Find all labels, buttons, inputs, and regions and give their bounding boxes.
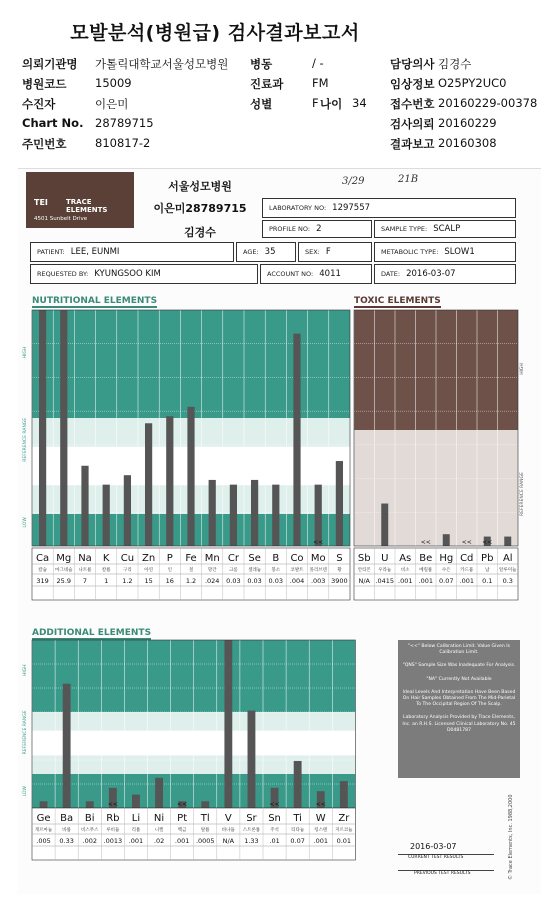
below-limit-marker: << bbox=[461, 539, 472, 546]
zone-label: HIGH bbox=[23, 346, 28, 359]
element-korean-name: 리튬 bbox=[131, 828, 141, 833]
bar-al bbox=[504, 537, 511, 546]
element-value: .02 bbox=[153, 837, 165, 845]
label: AGE: bbox=[243, 248, 259, 256]
bar-zn bbox=[145, 423, 152, 546]
legend-panel bbox=[398, 640, 520, 778]
element-korean-name: 인 bbox=[167, 568, 172, 573]
current-results-label: CURRENT TEST RESULTS bbox=[408, 855, 464, 860]
info-value: FM bbox=[312, 76, 329, 90]
label: SAMPLE TYPE: bbox=[381, 225, 428, 233]
element-symbol: Pt bbox=[177, 813, 188, 824]
element-symbol: Na bbox=[78, 553, 92, 564]
element-korean-name: 황 bbox=[337, 568, 342, 573]
info-label: 의뢰기관명 bbox=[22, 57, 78, 71]
element-korean-name: 카드뮴 bbox=[460, 568, 474, 573]
label: PATIENT: bbox=[37, 248, 65, 256]
element-korean-name: 바나듐 bbox=[221, 828, 235, 833]
element-korean-name: 마그네슘 bbox=[55, 568, 73, 573]
element-korean-name: 비스무스 bbox=[81, 828, 99, 833]
value: KYUNGSOO KIM bbox=[94, 269, 161, 279]
element-symbol: Zn bbox=[141, 553, 156, 564]
value: 2 bbox=[316, 224, 322, 234]
lab-address: 4501 Sunbelt Drive bbox=[34, 216, 88, 222]
bar-v bbox=[224, 640, 232, 808]
label: SEX: bbox=[305, 248, 320, 256]
element-korean-name: 아연 bbox=[144, 568, 153, 573]
element-value: 25.9 bbox=[56, 577, 72, 585]
element-symbol: P bbox=[166, 553, 173, 564]
bar-hg bbox=[443, 534, 450, 546]
info-value: 28789715 bbox=[95, 116, 154, 130]
element-symbol: Ba bbox=[60, 813, 74, 824]
element-korean-name: 백금 bbox=[177, 828, 187, 833]
bar-p bbox=[166, 416, 173, 546]
info-label: Chart No. bbox=[22, 116, 84, 130]
element-symbol: As bbox=[399, 553, 412, 564]
nutritional-title: NUTRITIONAL ELEMENTS bbox=[32, 296, 158, 306]
element-value: 1 bbox=[104, 577, 109, 585]
element-value: 0.07 bbox=[290, 837, 305, 845]
element-korean-name: 지르코늄 bbox=[335, 828, 353, 833]
zone-label: LOW bbox=[23, 517, 28, 528]
element-value: 0.3 bbox=[502, 577, 513, 585]
bar-mg bbox=[60, 310, 67, 546]
element-symbol: Mo bbox=[310, 553, 326, 564]
bar-zr bbox=[340, 781, 348, 808]
bar-na bbox=[81, 466, 88, 546]
info-label: 병동 bbox=[250, 57, 273, 71]
label: LABORATORY NO: bbox=[269, 204, 327, 212]
element-korean-name: 베릴륨 bbox=[419, 568, 433, 573]
below-limit-marker: << bbox=[269, 801, 280, 808]
label: DATE: bbox=[381, 270, 401, 278]
element-value: .001 bbox=[418, 577, 433, 585]
handwritten-patient: 이은미28789715 bbox=[153, 202, 247, 215]
bar-b bbox=[272, 485, 279, 546]
element-symbol: Sr bbox=[246, 813, 257, 824]
element-value: 0.03 bbox=[226, 577, 241, 585]
info-label: 접수번호 bbox=[390, 97, 435, 111]
bar-tl bbox=[201, 801, 209, 808]
below-limit-marker: << bbox=[482, 539, 493, 546]
zone-label: REFERENCE RANGE bbox=[23, 710, 28, 755]
label: PROFILE NO: bbox=[269, 225, 311, 233]
element-value: 3900 bbox=[331, 577, 348, 585]
element-korean-name: 몰리브덴 bbox=[309, 568, 327, 573]
element-value: 0.1 bbox=[482, 577, 493, 585]
element-symbol: Ni bbox=[153, 813, 165, 824]
element-symbol: Tl bbox=[200, 813, 210, 824]
element-value: 16 bbox=[165, 577, 174, 585]
below-limit-marker: << bbox=[177, 801, 188, 808]
element-value: 0.03 bbox=[247, 577, 262, 585]
below-limit-marker: << bbox=[420, 539, 431, 546]
element-value: .003 bbox=[310, 577, 326, 585]
info-value: / - bbox=[312, 56, 324, 70]
bar-fe bbox=[187, 407, 194, 546]
info-label: 병원코드 bbox=[22, 77, 67, 91]
element-symbol: Al bbox=[502, 553, 513, 564]
element-symbol: U bbox=[381, 553, 389, 564]
element-value: 15 bbox=[144, 577, 153, 585]
legend-note-qns: "QNS" Sample Size Was Inadequate For Analysis. bbox=[402, 663, 516, 669]
element-korean-name: 코발트 bbox=[290, 568, 304, 573]
element-symbol: Pb bbox=[481, 553, 494, 564]
bar-co bbox=[293, 334, 300, 546]
element-value: .01 bbox=[269, 837, 280, 845]
label: REQUESTED BY: bbox=[37, 270, 89, 278]
zone-label: REFERENCE RANGE bbox=[23, 417, 28, 462]
element-korean-name: 스트론튬 bbox=[242, 828, 261, 833]
info-label: 담당의사 bbox=[390, 57, 435, 71]
element-value: .001 bbox=[174, 837, 190, 845]
element-korean-name: 붕소 bbox=[271, 568, 281, 573]
element-value: .0005 bbox=[195, 837, 215, 845]
info-value: 가톨릭대학교서울성모병원 bbox=[95, 57, 229, 71]
info-label: 진료과 bbox=[250, 77, 284, 91]
element-value: .004 bbox=[289, 577, 305, 585]
element-korean-name: 나트륨 bbox=[78, 568, 92, 573]
below-limit-marker: << bbox=[313, 539, 324, 546]
element-symbol: Li bbox=[131, 813, 141, 824]
value: F bbox=[325, 247, 331, 257]
zone-label: LOW bbox=[23, 786, 28, 797]
bar-mn bbox=[209, 480, 216, 546]
scribble-code: 21B bbox=[398, 174, 419, 185]
element-korean-name: 칼슘 bbox=[38, 568, 47, 573]
zone-label: HIGH bbox=[520, 363, 525, 375]
element-symbol: Bi bbox=[84, 813, 95, 824]
value: LEE, EUNMI bbox=[70, 247, 120, 257]
element-symbol: W bbox=[315, 813, 326, 824]
element-korean-name: 루비듐 bbox=[106, 828, 120, 833]
element-korean-name: 주석 bbox=[270, 828, 279, 833]
element-value: 319 bbox=[36, 577, 49, 585]
element-korean-name: 안티몬 bbox=[357, 568, 371, 573]
value: 35 bbox=[264, 247, 276, 257]
legend-note-na: "NA" Currently Not Available bbox=[426, 676, 492, 682]
bar-se bbox=[251, 480, 258, 546]
handwritten-doctor: 김경수 bbox=[184, 226, 216, 239]
below-limit-marker: << bbox=[107, 801, 118, 808]
info-value: 20160229-00378 bbox=[438, 96, 538, 110]
element-korean-name: 바륨 bbox=[62, 828, 72, 833]
element-symbol: Se bbox=[248, 553, 261, 564]
info-value: 810817-2 bbox=[95, 136, 151, 150]
info-label: 주민번호 bbox=[22, 137, 67, 151]
element-symbol: B bbox=[272, 553, 280, 564]
element-symbol: Zr bbox=[338, 813, 350, 824]
info-value: 15009 bbox=[95, 76, 132, 90]
bar-u bbox=[381, 504, 388, 546]
element-korean-name: 납 bbox=[485, 568, 490, 573]
info-value: 34 bbox=[352, 96, 367, 110]
element-value: .001 bbox=[313, 837, 328, 845]
bar-sr bbox=[248, 711, 256, 808]
element-value: .024 bbox=[204, 577, 220, 585]
element-korean-name: 텅스텐 bbox=[314, 828, 328, 833]
element-value: 0.01 bbox=[336, 837, 352, 845]
element-korean-name: 비소 bbox=[400, 568, 410, 573]
label: ACCOUNT NO: bbox=[267, 270, 314, 278]
additional-title: ADDITIONAL ELEMENTS bbox=[32, 628, 152, 638]
value: SCALP bbox=[433, 224, 461, 234]
element-value: .001 bbox=[398, 577, 413, 585]
element-value: 7 bbox=[82, 577, 88, 585]
bar-s bbox=[336, 461, 343, 546]
element-value: 1.33 bbox=[244, 837, 259, 845]
element-value: 1.2 bbox=[185, 577, 197, 585]
previous-results-label: PREVIOUS TEST RESULTS bbox=[414, 871, 471, 876]
legend-note-ideal: Ideal Levels And Interpretation Have Been Based On Hair Samples Obtained From The Mid-Parietal To The Occipital Region Of The Scalp. bbox=[402, 689, 516, 708]
zone-label: HIGH bbox=[23, 664, 28, 677]
value: 2016-03-07 bbox=[406, 269, 456, 279]
bar-li bbox=[132, 795, 140, 808]
element-value: .0415 bbox=[375, 577, 395, 585]
legend-note-below-limit: "<<" Below Calibration Limit. Value Given Is Calibration Limit. bbox=[407, 644, 510, 656]
info-label: 임상정보 bbox=[390, 77, 435, 91]
element-value: .001 bbox=[128, 837, 144, 845]
info-value: 이은미 bbox=[95, 97, 129, 111]
value: 4011 bbox=[319, 269, 341, 279]
element-korean-name: 게르마늄 bbox=[34, 828, 53, 833]
element-symbol: Sn bbox=[268, 813, 281, 824]
element-symbol: Ti bbox=[293, 813, 302, 824]
info-label: 나이 bbox=[320, 97, 343, 111]
element-korean-name: 수은 bbox=[441, 568, 451, 573]
element-symbol: Rb bbox=[106, 813, 120, 824]
element-symbol: Cu bbox=[120, 553, 135, 564]
bar-bi bbox=[86, 801, 94, 808]
bar-ti bbox=[294, 761, 302, 808]
bar-cu bbox=[124, 475, 131, 546]
bar-k bbox=[103, 485, 110, 546]
element-value: 0.03 bbox=[268, 577, 284, 585]
element-value: .001 bbox=[459, 577, 474, 585]
element-korean-name: 우라늄 bbox=[378, 568, 392, 573]
element-korean-name: 망간 bbox=[207, 568, 217, 573]
element-symbol: Ge bbox=[36, 813, 51, 824]
report-title: 모발분석(병원급) 검사결과보고서 bbox=[70, 22, 360, 44]
value: 1297557 bbox=[332, 203, 371, 213]
element-symbol: S bbox=[336, 553, 343, 564]
info-value: F bbox=[312, 96, 319, 110]
info-label: 수진자 bbox=[22, 97, 56, 111]
handwritten-hospital: 서울성모병원 bbox=[168, 180, 232, 193]
info-value: 20160308 bbox=[438, 136, 497, 150]
zone-label: REFERENCE RANGE bbox=[520, 472, 525, 517]
element-value: .005 bbox=[36, 837, 51, 845]
element-symbol: Sb bbox=[357, 553, 371, 564]
element-korean-name: 탈륨 bbox=[200, 828, 210, 833]
element-value: 0.07 bbox=[439, 577, 454, 585]
element-korean-name: 크롬 bbox=[229, 568, 238, 573]
element-symbol: Cd bbox=[460, 553, 474, 564]
logo-tei: TEI bbox=[34, 198, 48, 207]
info-label: 성별 bbox=[250, 97, 273, 111]
info-value: O25PY2UC0 bbox=[438, 76, 507, 90]
element-symbol: Fe bbox=[185, 553, 197, 564]
info-label: 검사의뢰 bbox=[390, 117, 435, 131]
element-symbol: Cr bbox=[227, 553, 239, 564]
element-korean-name: 구리 bbox=[123, 568, 132, 573]
bar-ni bbox=[155, 778, 163, 808]
element-korean-name: 철 bbox=[188, 568, 194, 573]
element-value: N/A bbox=[222, 837, 235, 845]
element-korean-name: 알루미늄 bbox=[499, 568, 517, 573]
bar-ge bbox=[40, 801, 48, 808]
element-value: 0.33 bbox=[59, 837, 74, 845]
element-symbol: Be bbox=[419, 553, 433, 564]
legend-note-lab: Laboratory Analysis Provided by Trace Elements, Inc. an R.H.S. Licensed Clinical Laboratory No. 45 D0481787 bbox=[402, 715, 516, 733]
element-symbol: Hg bbox=[439, 553, 454, 564]
toxic-title: TOXIC ELEMENTS bbox=[354, 296, 441, 306]
element-korean-name: 티타늄 bbox=[291, 828, 305, 833]
logo-text: TRACE ELEMENTS bbox=[66, 198, 108, 214]
info-value: 20160229 bbox=[438, 116, 497, 130]
element-value: .002 bbox=[82, 837, 97, 845]
element-value: .0013 bbox=[103, 837, 123, 845]
element-symbol: Mn bbox=[204, 553, 220, 564]
element-value: N/A bbox=[358, 577, 370, 585]
below-limit-marker: << bbox=[315, 801, 326, 808]
label: METABOLIC TYPE: bbox=[381, 248, 439, 256]
bar-cr bbox=[230, 485, 237, 546]
bar-ca bbox=[39, 310, 46, 546]
info-value: 김경수 bbox=[438, 57, 472, 71]
report-date: 2016-03-07 bbox=[410, 842, 457, 851]
element-symbol: Ca bbox=[36, 553, 50, 564]
copyright: © Trace Elements, Inc. 1988,2000 bbox=[508, 794, 514, 880]
info-label: 결과보고 bbox=[390, 137, 435, 151]
element-symbol: K bbox=[102, 553, 110, 564]
scribble-date: 3/29 bbox=[342, 176, 365, 187]
element-korean-name: 칼륨 bbox=[101, 568, 111, 573]
element-korean-name: 니켈 bbox=[154, 828, 164, 833]
bar-mo bbox=[315, 485, 322, 546]
bar-ba bbox=[63, 684, 71, 808]
element-korean-name: 셀레늄 bbox=[248, 568, 262, 573]
element-symbol: Mg bbox=[56, 553, 72, 564]
element-value: 1.2 bbox=[122, 577, 133, 585]
element-symbol: V bbox=[224, 813, 232, 824]
element-symbol: Co bbox=[290, 553, 304, 564]
value: SLOW1 bbox=[444, 247, 475, 257]
